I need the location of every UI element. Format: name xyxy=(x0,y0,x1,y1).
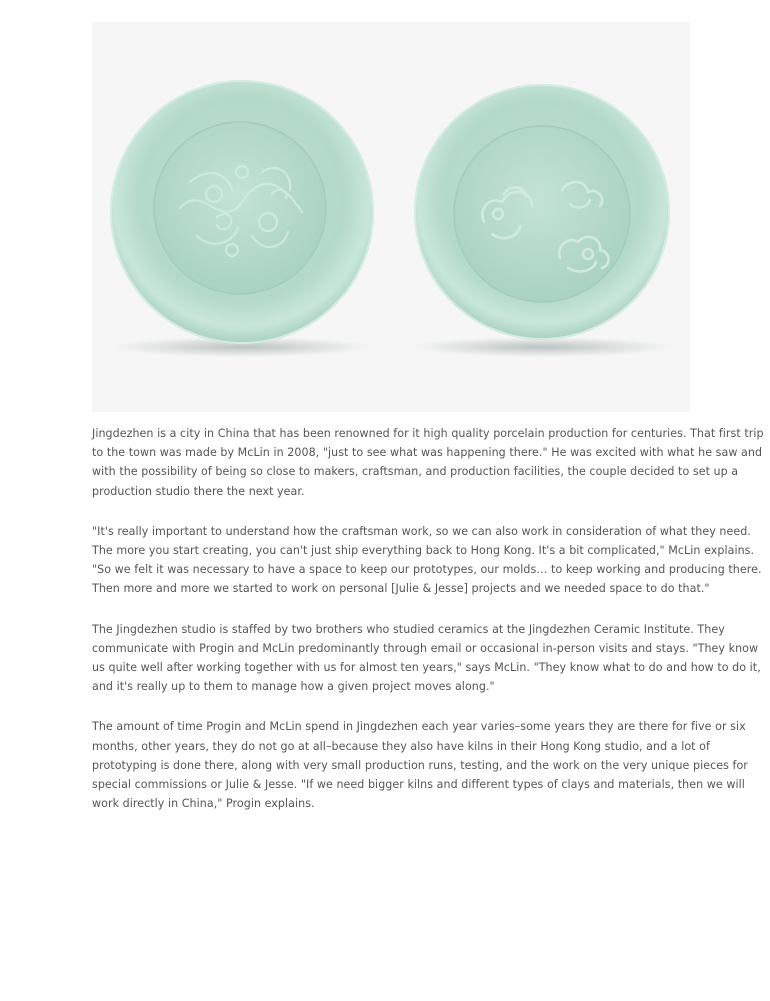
text-line: "So we felt it was necessary to have a space to keep our prototypes, our molds… to keep working and producing there. xyxy=(92,563,762,577)
text-line: to the town was made by McLin in 2008, "just to see what was happening there." He was excited with what he saw and xyxy=(92,446,763,460)
paragraph-jingdezhen-intro xyxy=(92,424,764,501)
text-line: The amount of time Progin and McLin spend in Jingdezhen each year varies–some years they are there for five or six xyxy=(92,720,746,734)
text-line: us quite well after working together with us for almost ten years," says McLin. "They know what to do and how to do it, xyxy=(92,661,761,675)
article-body xyxy=(92,424,764,834)
right-plate xyxy=(414,84,670,340)
plates-illustration xyxy=(92,22,690,412)
left-plate xyxy=(110,80,374,344)
paragraph-studio-staff xyxy=(92,620,761,697)
text-line: prototyping is done there, along with very small production runs, testing, and the work on the very unique pieces for xyxy=(92,758,748,772)
celadon-plates-photo xyxy=(92,22,690,412)
text-line: The Jingdezhen studio is staffed by two brothers who studied ceramics at the Jingdezhen Ceramic Institute. They xyxy=(92,622,725,636)
text-line: special commissions or Julie & Jesse. "If we need bigger kilns and different types of clays and materials, then we will xyxy=(92,778,745,792)
text-line: The more you start creating, you can't just ship everything back to Hong Kong. It's a bit complicated," McLin explains. xyxy=(92,544,755,558)
text-line: with the possibility of being so close to makers, craftsman, and production facilities, the couple decided to set up a xyxy=(92,465,739,479)
paragraph-mclin-quote xyxy=(92,522,762,599)
text-line: "It's really important to understand how the craftsman work, so we can also work in consideration of what they need. xyxy=(92,524,751,538)
text-line: communicate with Progin and McLin predominantly through email or occasional in-person visits and stays. "They know xyxy=(92,641,759,655)
text-line: work directly in China," Progin explains. xyxy=(92,797,315,811)
text-line: Jingdezhen is a city in China that has been renowned for it high quality porcelain production for centuries. That first trip xyxy=(92,427,764,440)
paragraph-time-in-jingdezhen xyxy=(92,717,748,813)
text-line: and it's really up to them to manage how a given project moves along." xyxy=(92,680,495,694)
text-line: Then more and more we started to work on personal [Julie & Jesse] projects and we needed space to do that." xyxy=(92,582,710,596)
text-line: production studio there the next year. xyxy=(92,484,305,498)
text-line: months, other years, they do not go at all–because they also have kilns in their Hong Kong studio, and a lot of xyxy=(92,739,710,753)
